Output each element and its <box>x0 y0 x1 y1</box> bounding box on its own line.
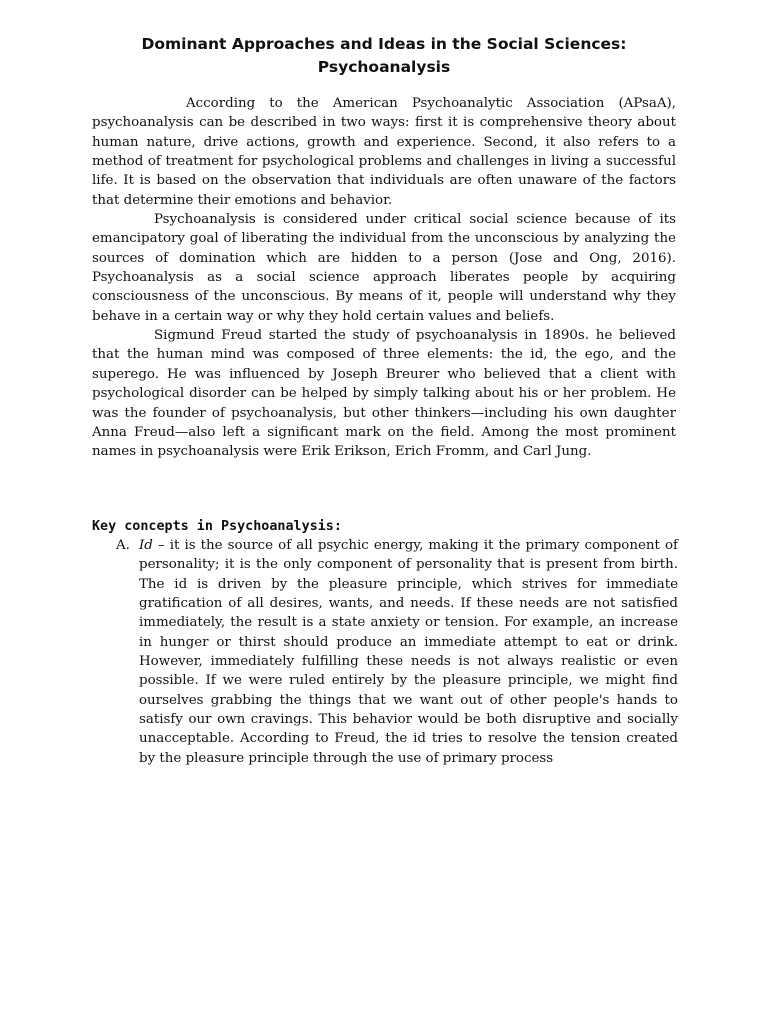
paragraph-freud-history: Sigmund Freud started the study of psychoanalysis in 1890s. he believed that the human mind was composed of three elements: the id, the ego, and the superego. He was influenced by Joseph Breurer who believed that a client with psychological disorder can be helped by simply talking about his or her problem. He was the founder of psychoanalysis, but other thinkers—including his own daughter Anna Freud—also left a significant mark on the field. Among the most prominent names in psychoanalysis were Erik Erikson, Erich Fromm, and Carl Jung. <box>92 328 676 460</box>
list-item-id <box>116 536 678 768</box>
title-line-2: Psychoanalysis <box>317 58 451 76</box>
list-marker: A. <box>116 538 130 553</box>
key-concepts-list <box>116 536 678 768</box>
title-line-1: Dominant Approaches and Ideas in the Social Sciences: <box>141 35 627 53</box>
document-body <box>92 94 676 462</box>
document-title <box>0 33 768 79</box>
paragraph-apsaa-definition: According to the American Psychoanalytic Association (APsaA), psychoanalysis can be described in two ways: first it is comprehensive theory about human nature, drive actions, growth and experience. Second, it also refers to a method of treatment for psychological problems and challenges in living a successful life. It is based on the observation that individuals are often unaware of the factors that determine their emotions and behavior. <box>92 96 676 208</box>
concept-description: – it is the source of all psychic energy, making it the primary component of personality; it is the only component of personality that is present from birth. The id is driven by the pleasure principle, which strives for immediate gratification of all desires, wants, and needs. If these needs are not satisfied immediately, the result is a state anxiety or tension. For example, an increase in hunger or thirst should produce an immediate attempt to eat or drink. However, immediately fulfilling these needs is not always realistic or even possible. If we were ruled entirely by the pleasure principle, we might find ourselves grabbing the things that we want out of other people's hands to satisfy our own cravings. This behavior would be both disruptive and socially unacceptable. According to Freud, the id tries to resolve the tension created by the pleasure principle through the use of primary process <box>139 538 678 766</box>
concept-term: Id <box>139 538 153 553</box>
key-concepts-heading: Key concepts in Psychoanalysis: <box>92 519 342 534</box>
paragraph-critical-social-science: Psychoanalysis is considered under critical social science because of its emancipatory goal of liberating the individual from the unconscious by analyzing the sources of domination which are hidden to a person (Jose and Ong, 2016). Psychoanalysis as a social science approach liberates people by acquiring consciousness of the unconscious. By means of it, people will understand why they behave in a certain way or why they hold certain values and beliefs. <box>92 212 676 324</box>
